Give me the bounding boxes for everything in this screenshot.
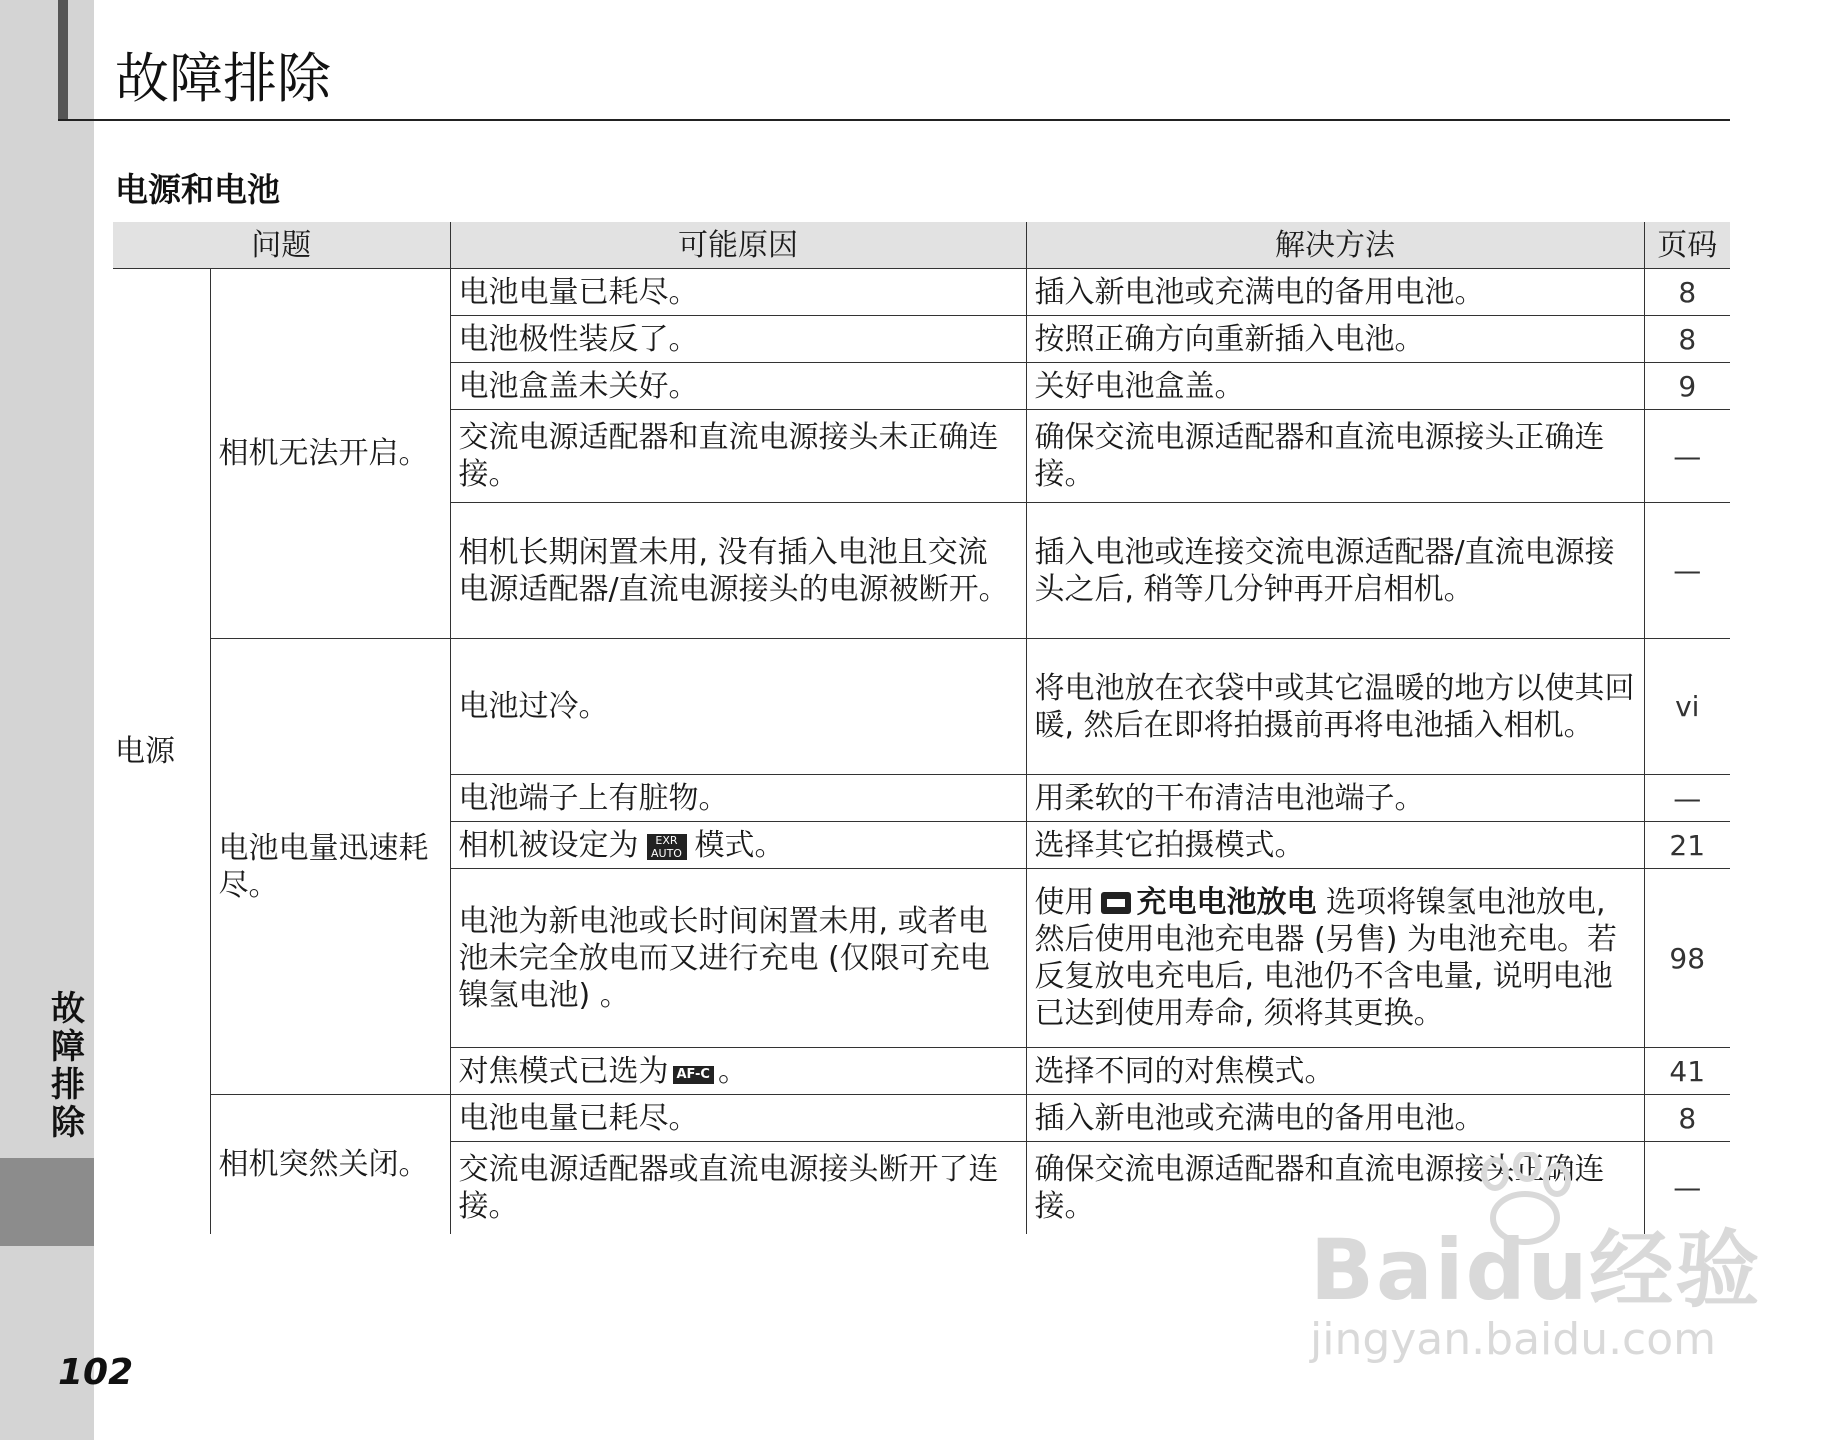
cause-cell (450, 1048, 1026, 1095)
page-ref-cell: 98 (1644, 869, 1730, 1048)
section-title: 电源和电池 (115, 170, 280, 209)
cause-cell: 电池电量已耗尽。 (450, 269, 1026, 316)
solution-cell: 插入新电池或充满电的备用电池。 (1026, 269, 1644, 316)
solution-cell: 插入新电池或充满电的备用电池。 (1026, 1095, 1644, 1142)
watermark (1310, 1221, 1762, 1365)
watermark-url: jingyan.baidu.com (1310, 1314, 1717, 1365)
solution-cell: 用柔软的干布清洁电池端子。 (1026, 775, 1644, 822)
solution-cell: 确保交流电源适配器和直流电源接头正确连接。 (1026, 410, 1644, 503)
menu-option-name: 充电电池放电 (1136, 885, 1317, 920)
problem-cell: 电池电量迅速耗尽。 (210, 639, 450, 1095)
sidebar (0, 0, 134, 1440)
cause-cell: 电池电量已耗尽。 (450, 1095, 1026, 1142)
page-ref-cell: 8 (1644, 269, 1730, 316)
title-divider (58, 119, 1730, 121)
cause-cell: 交流电源适配器或直流电源接头断开了连接。 (450, 1142, 1026, 1234)
cause-text: 。 (717, 1053, 748, 1089)
troubleshooting-table (113, 222, 1730, 1234)
problem-cell: 相机无法开启。 (210, 269, 450, 639)
page-ref-cell: — (1644, 503, 1730, 639)
solution-cell: 插入电池或连接交流电源适配器/直流电源接头之后, 稍等几分钟再开启相机。 (1026, 503, 1644, 639)
page-number: 102 (58, 1352, 134, 1393)
header-solution: 解决方法 (1026, 222, 1644, 269)
cause-cell (450, 822, 1026, 869)
exr-auto-mode-icon: EXR AUTO (647, 834, 687, 860)
cause-text: 相机被设定为 (458, 827, 639, 863)
cause-cell: 电池端子上有脏物。 (450, 775, 1026, 822)
sidebar-chapter-tab (0, 1158, 94, 1246)
header-page: 页码 (1644, 222, 1730, 269)
solution-cell: 选择不同的对焦模式。 (1026, 1048, 1644, 1095)
table-row (113, 1095, 1730, 1142)
cause-text: 模式。 (694, 827, 785, 863)
sidebar-accent-bar (58, 0, 68, 120)
solution-cell: 关好电池盒盖。 (1026, 363, 1644, 410)
solution-text: 选项将镍氢电池放电, 然后使用电池充电器 (另售) 为电池充电。若反复放电充电后, 电池仍不含电量, 说明电池已达到使用寿命, 须将其更换。 (1034, 885, 1617, 1031)
cause-cell: 相机长期闲置未用, 没有插入电池且交流电源适配器/直流电源接头的电源被断开。 (450, 503, 1026, 639)
problem-cell: 相机突然关闭。 (210, 1095, 450, 1234)
page-ref-cell: 8 (1644, 316, 1730, 363)
page-ref-cell: 21 (1644, 822, 1730, 869)
table-header-row (113, 222, 1730, 269)
category-cell: 电源 (113, 269, 210, 1234)
page-ref-cell: — (1644, 775, 1730, 822)
page-ref-cell: 8 (1644, 1095, 1730, 1142)
cause-cell: 交流电源适配器和直流电源接头未正确连接。 (450, 410, 1026, 503)
page-ref-cell: 41 (1644, 1048, 1730, 1095)
solution-cell: 确保交流电源适配器和直流电源接头正确连接。 (1026, 1142, 1644, 1234)
solution-cell: 按照正确方向重新插入电池。 (1026, 316, 1644, 363)
solution-cell (1026, 869, 1644, 1048)
table-row (113, 269, 1730, 316)
solution-cell: 将电池放在衣袋中或其它温暖的地方以使其回暖, 然后在即将拍摄前再将电池插入相机。 (1026, 639, 1644, 775)
solution-text: 使用 (1034, 885, 1095, 920)
cause-cell: 电池盒盖未关好。 (450, 363, 1026, 410)
page-ref-cell: — (1644, 410, 1730, 503)
solution-cell: 选择其它拍摄模式。 (1026, 822, 1644, 869)
watermark-logo: Baidu经验 (1310, 1221, 1762, 1319)
af-c-focus-icon: AF-C (673, 1066, 714, 1084)
header-cause: 可能原因 (450, 222, 1026, 269)
page-ref-cell: 9 (1644, 363, 1730, 410)
page-title: 故障排除 (115, 47, 331, 110)
page-ref-cell: — (1644, 1142, 1730, 1234)
sidebar-chapter-label: 故障排除 (51, 989, 85, 1143)
battery-menu-icon (1101, 892, 1131, 914)
cause-cell: 电池过冷。 (450, 639, 1026, 775)
cause-cell: 电池极性装反了。 (450, 316, 1026, 363)
page-ref-cell: vi (1644, 639, 1730, 775)
cause-text: 对焦模式已选为 (458, 1053, 669, 1089)
header-problem: 问题 (113, 222, 450, 269)
cause-cell: 电池为新电池或长时间闲置未用, 或者电池未完全放电而又进行充电 (仅限可充电镍氢电池) 。 (450, 869, 1026, 1048)
table-row (113, 639, 1730, 775)
